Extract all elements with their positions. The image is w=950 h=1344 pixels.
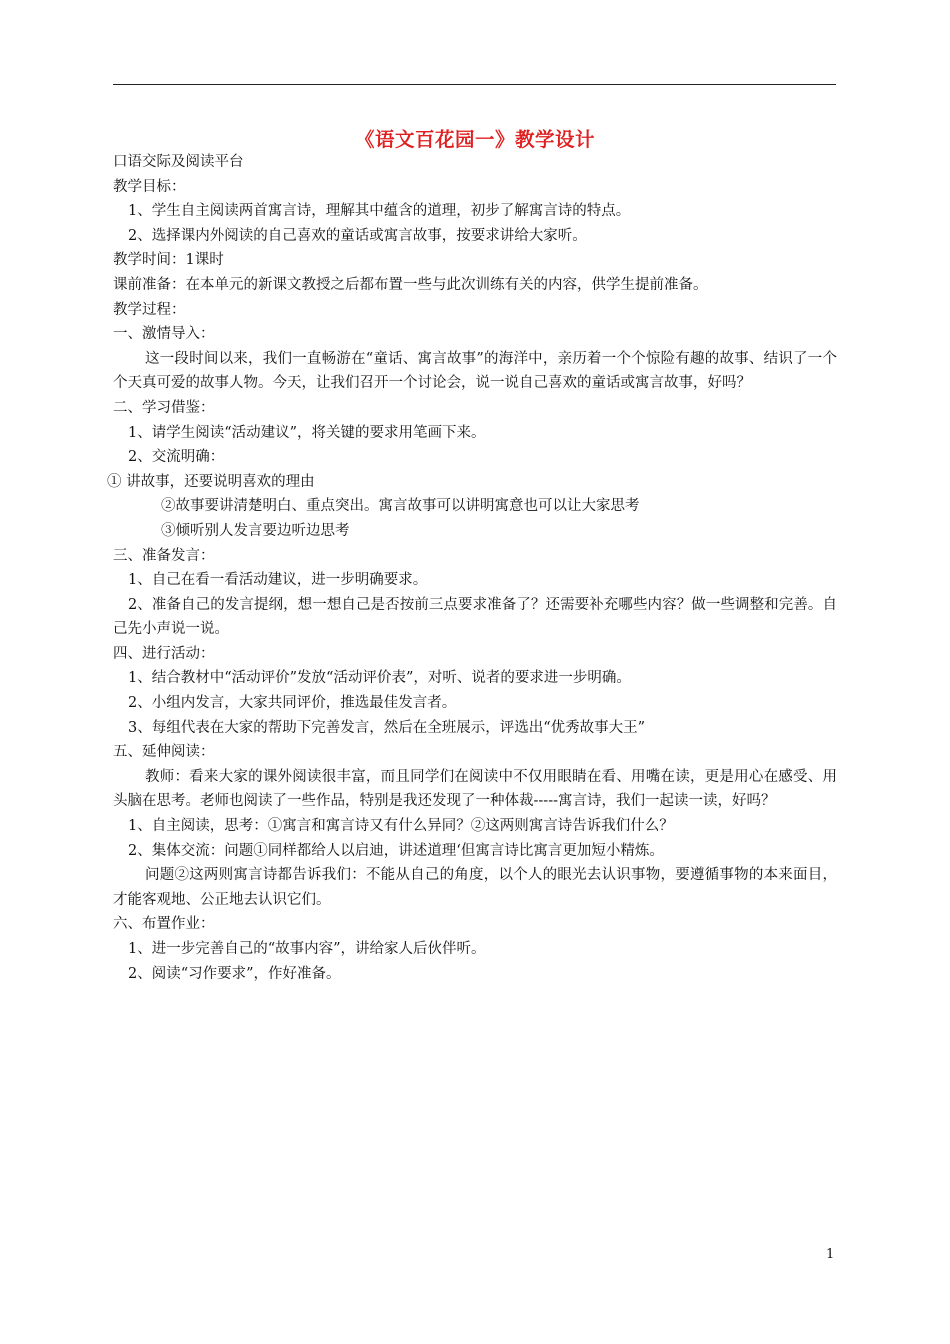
section-heading: 教学过程： [113,301,186,318]
list-item: 1、进一步完善自己的“故事内容”，讲给家人后伙伴听。 [128,941,486,957]
section-heading: 四、进行活动： [113,645,215,662]
list-item: 2、准备自己的发言提纲，想一想自己是否按前三点要求准备了？还需要补充哪些内容？做一些调整和完善。自己先小声说一说。 [113,596,837,638]
list-item: 1、自主阅读，思考：①寓言和寓言诗又有什么异同？②这两则寓言诗告诉我们什么？ [128,818,674,835]
paragraph: 教师：看来大家的课外阅读很丰富，而且同学们在阅读中不仅用眼睛在看、用嘴在读，更是用心在感受、用头脑在思考。老师也阅读了一些作品，特别是我还发现了一种体裁-----寓言诗，我们一起读一读，好吗？ [113,768,837,810]
section-heading: 口语交际及阅读平台 [113,154,244,170]
section-heading: 二、学习借鉴： [113,399,215,416]
section-heading: 三、准备发言： [113,547,215,564]
info-line: 课前准备：在本单元的新课文教授之后都布置一些与此次训练有关的内容，供学生提前准备。 [113,276,708,293]
list-item: 2、集体交流：问题①同样都给人以启迪，讲述道理‘但寓言诗比寓言更加短小精炼。 [128,842,664,859]
section-heading: 五、延伸阅读： [113,744,215,761]
list-item: ① 讲故事，还要说明喜欢的理由 [107,473,315,490]
list-item: 2、交流明确： [128,449,225,466]
paragraph: 问题②这两则寓言诗都告诉我们：不能从自己的角度，以个人的眼光去认识事物，要遵循事物的本来面目，才能客观地、公正地去认识它们。 [113,867,837,908]
list-item: ②故事要讲清楚明白、重点突出。寓言故事可以讲明寓意也可以让大家思考 [161,498,640,515]
section-heading: 教学目标： [113,178,186,195]
list-item: 1、自己在看一看活动建议，进一步明确要求。 [128,572,428,589]
list-item: 2、小组内发言，大家共同评价，推选最佳发言者。 [128,695,457,712]
header-rule [113,84,836,85]
info-line: 教学时间：1课时 [113,252,224,269]
document-body [107,150,837,986]
section-heading: 六、布置作业： [113,916,215,933]
list-item: 3、每组代表在大家的帮助下完善发言，然后在全班展示，评选出“优秀故事大王” [128,719,646,736]
list-item: 1、学生自主阅读两首寓言诗，理解其中蕴含的道理，初步了解寓言诗的特点。 [128,203,631,220]
page-number: 1 [826,1247,835,1262]
list-item: 2、阅读“习作要求”，作好准备。 [128,965,341,982]
list-item: 1、请学生阅读“活动建议”，将关键的要求用笔画下来。 [128,424,486,441]
document-title: 《语文百花园一》教学设计 [354,128,595,151]
list-item: 2、选择课内外阅读的自己喜欢的童话或寓言故事，按要求讲给大家听。 [128,227,587,244]
list-item: 1、结合教材中“活动评价”发放“活动评价表”，对听、说者的要求进一步明确。 [128,670,631,687]
paragraph: 这一段时间以来，我们一直畅游在“童话、寓言故事”的海洋中，亲历着一个个惊险有趣的故事、结识了一个个天真可爱的故事人物。今天，让我们召开一个讨论会，说一说自己喜欢的童话或寓言故事，好吗？ [113,350,837,392]
list-item: ③倾听别人发言要边听边思考 [161,522,350,539]
section-heading: 一、激情导入： [113,326,215,343]
